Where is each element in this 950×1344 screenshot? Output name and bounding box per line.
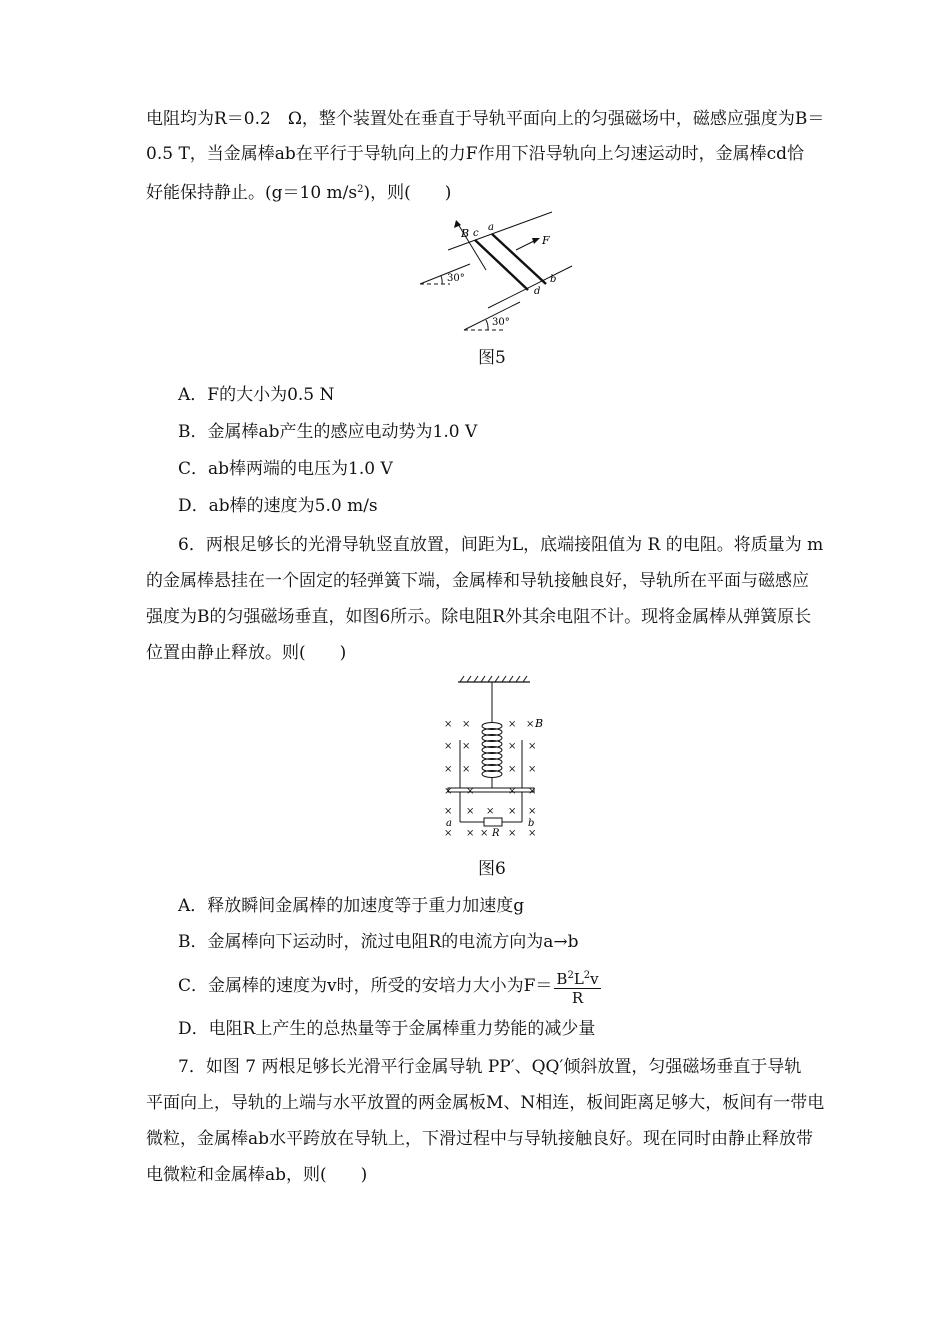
svg-text:×: × [526,719,535,730]
q7-text-line-2: 平面向上，导轨的上端与水平放置的两金属板M、N相连，板间距离足够大，板间有一带电 [146,1093,825,1113]
q5-text-line-3 [146,179,451,204]
svg-text:×: × [528,828,537,839]
svg-text:×: × [444,741,453,752]
fig6-label-b: b [528,818,535,829]
figure-6-caption: 图6 [478,859,506,879]
fig5-label-b: b [550,274,557,285]
svg-text:×: × [444,719,453,730]
svg-text:×: × [486,806,495,817]
fraction-denominator: R [571,988,584,1007]
q5-option-d: D．ab棒的速度为5.0 m/s [178,496,378,516]
svg-text:×: × [466,806,475,817]
q7-text-line-1: 7．如图 7 两根足够长光滑平行金属导轨 PP′、QQ′倾斜放置，匀强磁场垂直于导轨 [178,1057,802,1077]
svg-text:×: × [508,741,517,752]
q6-option-c [178,966,601,1007]
fig5-angle-lower: 30° [492,317,510,328]
q6-text-line-3: 强度为B的匀强磁场垂直，如图6所示。除电阻R外其余电阻不计。现将金属棒从弹簧原长 [146,607,812,627]
svg-text:×: × [444,786,453,797]
fig5-label-c: c [473,228,479,239]
svg-text:×: × [462,764,471,775]
figure-6-spring-rails [440,674,550,842]
q7-text-line-4: 电微粒和金属棒ab，则( ) [146,1165,368,1185]
q6-option-c-text: C．金属棒的速度为v时，所受的安培力大小为F＝ [178,976,553,996]
fig5-label-F: F [542,234,550,247]
q6-option-c-fraction [554,967,600,1007]
q6-option-d: D．电阻R上产生的总热量等于金属棒重力势能的减少量 [178,1019,596,1039]
svg-text:×: × [508,806,517,817]
svg-text:×: × [466,786,475,797]
svg-text:×: × [480,828,489,839]
fig5-angle-upper: 30° [447,273,465,284]
svg-text:×: × [508,719,517,730]
q6-option-a: A．释放瞬间金属棒的加速度等于重力加速度g [178,896,525,916]
svg-text:×: × [462,741,471,752]
q6-text-line-4: 位置由静止释放。则( ) [146,643,347,663]
svg-text:×: × [528,806,537,817]
svg-text:×: × [462,719,471,730]
q5-text-line-2: 0.5 T，当金属棒ab在平行于导轨向上的力F作用下沿导轨向上匀速运动时，金属棒cd恰 [146,144,804,164]
svg-text:×: × [508,786,517,797]
svg-text:×: × [508,764,517,775]
fig5-label-d: d [534,286,541,297]
svg-text:×: × [444,828,453,839]
q7-text-line-3: 微粒，金属棒ab水平跨放在导轨上，下滑过程中与导轨接触良好。现在同时由静止释放带 [146,1129,814,1149]
svg-text:×: × [528,741,537,752]
svg-text:×: × [466,828,475,839]
fig5-label-B: B [461,227,470,240]
q5-text-line-1: 电阻均为R＝0.2 Ω，整个装置处在垂直于导轨平面向上的匀强磁场中，磁感应强度为B＝ [146,109,825,129]
q5-line3-part-a: 好能保持静止。(g＝10 m/s [146,183,358,203]
q6-option-b: B．金属棒向下运动时，流过电阻R的电流方向为a→b [178,932,579,952]
figure-5-caption: 图5 [478,348,506,368]
q5-option-c: C．ab棒两端的电压为1.0 V [178,459,393,479]
svg-text:×: × [528,764,537,775]
fig6-label-a: a [446,818,452,829]
q5-option-a: A．F的大小为0.5 N [178,385,335,405]
q5-option-b: B．金属棒ab产生的感应电动势为1.0 V [178,422,478,442]
q6-text-line-2: 的金属棒悬挂在一个固定的轻弹簧下端，金属棒和导轨接触良好，导轨所在平面与磁感应 [146,571,809,591]
svg-text:×: × [444,806,453,817]
svg-text:×: × [444,764,453,775]
svg-text:×: × [508,828,517,839]
fig6-label-B: B [535,717,544,730]
q5-line3-part-b: )，则( ) [363,183,452,203]
fraction-numerator: $B^2L^2v$ [554,967,600,989]
fig6-label-R: R [492,828,500,839]
q5-line3-superscript: 2 [357,184,364,195]
q6-text-line-1: 6．两根足够长的光滑导轨竖直放置，间距为L，底端接阻值为 R 的电阻。将质量为 m [178,535,824,555]
figure-5-inclined-rails [410,208,580,338]
fig5-label-a: a [488,222,494,233]
svg-text:×: × [528,786,537,797]
